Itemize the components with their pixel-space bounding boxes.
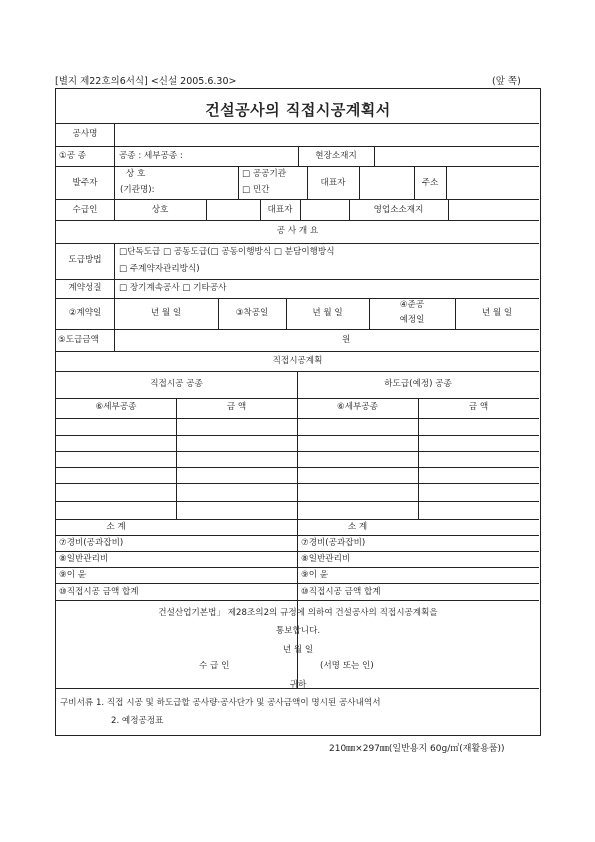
direct-overhead-label: ⑧일반관리비 xyxy=(59,554,109,564)
sub-expense-label: ⑦경비(공과잡비) xyxy=(301,538,366,548)
recipient-rep-label: 대표자 xyxy=(267,205,293,215)
start-date-value: 년 월 일 xyxy=(312,308,343,318)
work-type-label: ①공 종 xyxy=(59,151,87,161)
private-checkbox[interactable]: □ 민간 xyxy=(242,185,270,195)
completion-label-1: ④준공 xyxy=(399,300,425,310)
contract-date-value: 년 월 일 xyxy=(150,308,182,318)
direct-profit-label: ⑨이 윤 xyxy=(59,570,87,580)
start-date-label: ③착공일 xyxy=(235,308,269,318)
signer-note: (서명 또는 인) xyxy=(320,661,374,671)
sub-subtotal-label: 소 계 xyxy=(347,522,368,532)
recipient-office-label: 영업소소재지 xyxy=(373,205,424,215)
contract-nature-label: 계약성질 xyxy=(68,283,102,293)
project-name-label: 공사명 xyxy=(72,129,98,139)
attachments-line-2: 2. 예정공정표 xyxy=(111,716,164,726)
subcontract-work-heading: 하도급(예정) 공종 xyxy=(384,379,452,389)
client-label: 발주자 xyxy=(72,178,98,188)
client-name-label-2: (기관명): xyxy=(120,185,155,195)
public-agency-checkbox[interactable]: □ 공공기관 xyxy=(242,169,287,179)
notice-line-2: 통보합니다. xyxy=(275,626,321,636)
attachments-line-1: 구비서류 1. 직접 시공 및 하도급할 공사량·공사단가 및 공사금액이 명시된 공사내역서 xyxy=(60,698,381,708)
notice-line-1: 건설산업기본법」 제28조의2의 규정에 의하여 건설공사의 직접시공계획을 xyxy=(158,608,438,618)
recipient-name-label: 상호 xyxy=(151,205,169,215)
paper-spec-footer: 210㎜×297㎜(일반용지 60g/㎡(재활용품)) xyxy=(329,744,505,754)
client-name-label-1: 상 호 xyxy=(126,169,146,179)
amount-unit: 원 xyxy=(342,335,351,345)
direct-subtotal-label: 소 계 xyxy=(106,522,126,532)
contract-nature-options[interactable]: □ 장기계속공사 □ 기타공사 xyxy=(119,283,227,293)
contract-method-options[interactable]: □단독도급 □ 공동도급(□ 공동이행방식 □ 분담이행방식 xyxy=(119,247,335,257)
sub-profit-label: ⑨이 윤 xyxy=(301,570,329,580)
overview-heading: 공 사 개 요 xyxy=(276,226,319,236)
direct-work-heading: 직접시공 공종 xyxy=(150,379,203,389)
contract-date-label: ②계약일 xyxy=(68,308,102,318)
sub-total-label: ⑩직접시공 금액 합계 xyxy=(301,587,381,597)
plan-form xyxy=(55,88,541,736)
signer-label: 수 급 인 xyxy=(199,661,230,671)
form-title: 건설공사의 직접시공계획서 xyxy=(205,101,391,119)
sub-detail-col: ⑥세부공종 xyxy=(337,402,378,412)
recipient-suffix: 귀하 xyxy=(289,680,307,690)
plan-heading: 직접시공계획 xyxy=(272,356,323,366)
work-type-value: 공종 : 세부공종 : xyxy=(119,151,183,161)
site-location-label: 현장소재지 xyxy=(315,151,357,161)
completion-date-value: 년 월 일 xyxy=(481,308,513,318)
notice-date: 년 월 일 xyxy=(282,645,314,655)
client-address-label: 주소 xyxy=(421,178,439,188)
direct-detail-col: ⑥세부공종 xyxy=(95,402,137,412)
form-reference: [별지 제22호의6서식] <신설 2005.6.30> xyxy=(55,76,237,87)
direct-amount-col: 금 액 xyxy=(226,402,247,412)
client-rep-label: 대표자 xyxy=(320,178,346,188)
recipient-label: 수급인 xyxy=(72,205,98,215)
main-contractor-option[interactable]: □ 주계약자관리방식) xyxy=(119,264,200,274)
completion-label-2: 예정일 xyxy=(399,315,425,325)
contract-method-label: 도급방법 xyxy=(68,255,102,265)
sub-overhead-label: ⑧일반관리비 xyxy=(301,554,351,564)
page-side-label: (앞 쪽) xyxy=(492,76,521,87)
direct-expense-label: ⑦경비(공과잡비) xyxy=(59,538,124,548)
contract-amount-label: ⑤도급금액 xyxy=(58,335,99,345)
sub-amount-col: 금 액 xyxy=(468,402,489,412)
direct-total-label: ⑩직접시공 금액 합계 xyxy=(59,587,139,597)
